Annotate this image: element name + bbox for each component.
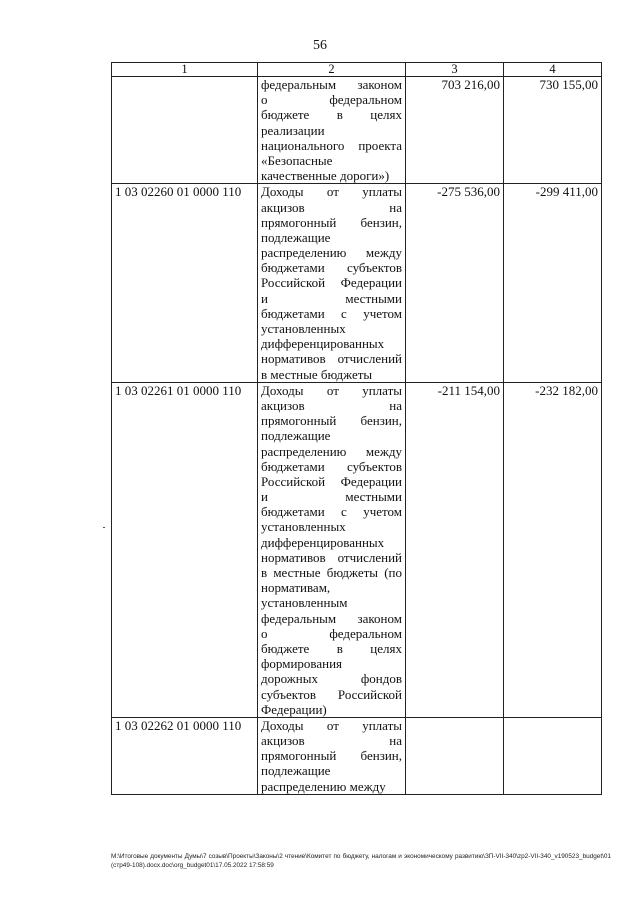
budget-code-cell: [112, 77, 258, 184]
description-line: распределению между: [261, 245, 402, 261]
description-line: бюджете в целях: [261, 107, 402, 123]
description-line: о федеральном: [261, 625, 402, 641]
description-line: подлежащие: [261, 428, 331, 444]
file-path-footer: M:\Итоговые документы Думы\7 созыв\Проекты\Законы\2 чтение\Комитет по бюджету, налогам и экономическому развитию\ЗП-VII-340\zp2-VII-340_v190523_budget\01(стр49-108).docx.doc\org_budget01\17.05.2022 17:58:59: [111, 853, 611, 869]
description-line: установленным: [261, 595, 348, 611]
amount-col-4: -299 411,00: [504, 184, 602, 382]
amount-col-4: [504, 717, 602, 794]
table-row: [112, 184, 602, 382]
table-row: [112, 382, 602, 717]
header-col-3: 3: [406, 63, 504, 77]
description-line: подлежащие: [261, 229, 331, 245]
description-line: дорожных фондов: [261, 671, 402, 687]
header-col-1: 1: [112, 63, 258, 77]
description-line: бюджетами с учетом: [261, 305, 402, 321]
description-line: Доходы от уплаты: [261, 382, 402, 398]
budget-code-cell: 1 03 02261 01 0000 110: [112, 382, 258, 717]
description-line: нормативов отчислений: [261, 549, 402, 565]
table-header-row: [112, 63, 602, 77]
description-cell: [258, 717, 406, 794]
description-cell: [258, 184, 406, 382]
page-number: 56: [313, 38, 327, 53]
description-line: «Безопасные: [261, 152, 333, 168]
description-line: бюджете в целях: [261, 640, 402, 656]
table-row: [112, 77, 602, 184]
description-line: нормативам,: [261, 580, 331, 596]
description-line: прямогонный бензин,: [261, 413, 402, 429]
budget-table: [111, 62, 602, 795]
description-line: бюджетами с учетом: [261, 504, 402, 520]
amount-col-4: 730 155,00: [504, 77, 602, 184]
table-body: [112, 77, 602, 795]
description-line: бюджетами субъектов: [261, 260, 402, 276]
description-line: акцизов на: [261, 733, 402, 749]
description-line: Российской Федерации: [261, 473, 402, 489]
description-line: в местные бюджеты (по: [261, 565, 402, 580]
description-line: федеральным законом: [261, 77, 402, 92]
description-line: национального проекта: [261, 137, 402, 153]
amount-col-3: [406, 717, 504, 794]
description-line: бюджетами субъектов: [261, 458, 402, 474]
description-line: и местными: [261, 489, 402, 505]
description-line: нормативов отчислений: [261, 351, 402, 367]
description-line: подлежащие: [261, 763, 331, 779]
description-line: прямогонный бензин,: [261, 748, 402, 764]
amount-col-3: -275 536,00: [406, 184, 504, 382]
description-line: Доходы от уплаты: [261, 717, 402, 733]
description-line: Доходы от уплаты: [261, 184, 402, 200]
description-line: дифференцированных: [261, 534, 385, 550]
description-line: прямогонный бензин,: [261, 214, 402, 230]
description-line: субъектов Российской: [261, 686, 402, 702]
margin-mark: [103, 527, 105, 528]
description-line: распределению между: [261, 443, 402, 459]
description-line: распределению между: [261, 778, 386, 794]
description-line: Российской Федерации: [261, 275, 402, 291]
budget-code-cell: 1 03 02260 01 0000 110: [112, 184, 258, 382]
description-line: установленных: [261, 519, 346, 535]
description-line: формирования: [261, 656, 343, 672]
description-line: и местными: [261, 290, 402, 306]
description-line: о федеральном: [261, 92, 402, 108]
header-col-2: 2: [258, 63, 406, 77]
description-line: акцизов на: [261, 199, 402, 215]
description-line: качественные дороги»): [261, 168, 390, 184]
description-cell: [258, 77, 406, 184]
description-line: в местные бюджеты: [261, 366, 373, 382]
description-line: акцизов на: [261, 397, 402, 413]
header-col-4: 4: [504, 63, 602, 77]
amount-col-4: -232 182,00: [504, 382, 602, 717]
description-line: федеральным законом: [261, 610, 402, 626]
amount-col-3: 703 216,00: [406, 77, 504, 184]
amount-col-3: -211 154,00: [406, 382, 504, 717]
description-line: реализации: [261, 122, 325, 138]
description-line: Федерации): [261, 701, 327, 717]
description-line: дифференцированных: [261, 336, 385, 352]
description-line: установленных: [261, 321, 346, 336]
budget-code-cell: 1 03 02262 01 0000 110: [112, 717, 258, 794]
table-row: [112, 717, 602, 794]
description-cell: [258, 382, 406, 717]
